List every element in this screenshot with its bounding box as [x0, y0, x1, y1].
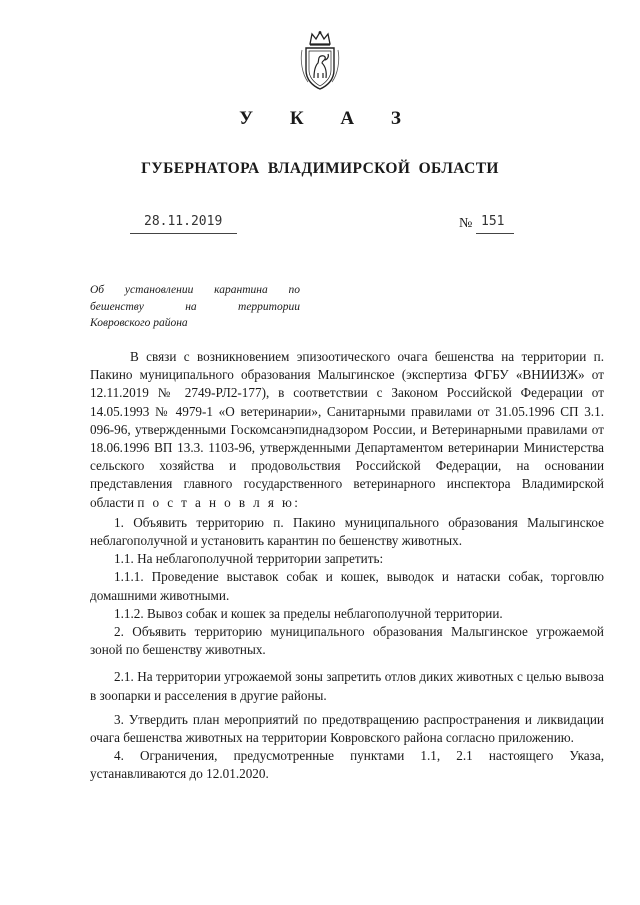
subject-line: бешенству на территории: [90, 300, 300, 313]
document-subtitle: ГУБЕРНАТОРА ВЛАДИМИРСКОЙ ОБЛАСТИ: [141, 160, 499, 177]
preamble-text: В связи с возникновением эпизоотического очага бешенства на территории п. Пакино муниципального образования Малыгинское (экспертиза ФГБУ «ВНИИЗЖ» от 12.11.2019 № 2749-РЛ2-177), в соответствии с Законом Российской Федерации от 14.05.1993 № 4979-1 «О ветеринарии», Санитарными правилами от 31.05.1996 СП 3.1. 096-96, утвержденными Госкомсанэпиднадзором России, и Ветеринарными правилами от 18.06.1996 ВП 13.3. 1103-96, утвержденными Департаментом ветеринарии Министерства сельского хозяйства и продовольствия Российской Федерации, на основании представления главного государственного ветеринарного инспектора Владимирской области: [90, 349, 604, 510]
preamble-paragraph: [90, 348, 604, 512]
number-sign: №: [459, 216, 473, 231]
item-4: 4. Ограничения, предусмотренные пунктами 1.1, 2.1 настоящего Указа, устанавливаются до 12.01.2020.: [90, 748, 604, 782]
item-2: 2. Объявить территорию муниципального образования Малыгинское угрожаемой зоной по бешенству животных.: [90, 624, 604, 658]
decree-word: п о с т а н о в л я ю:: [137, 494, 301, 510]
decree-date: 28.11.2019: [144, 214, 223, 229]
decree-number: 151: [481, 214, 505, 229]
item-3: 3. Утвердить план мероприятий по предотвращению распространения и ликвидации очага бешенства животных на территории Ковровского района согласно приложению.: [90, 711, 604, 746]
item-1-1-2: 1.1.2. Вывоз собак и кошек за пределы неблагополучной территории.: [114, 605, 503, 621]
coat-of-arms-icon: [300, 30, 340, 92]
date-underline: [130, 233, 237, 234]
decree-body: [90, 348, 604, 784]
subject-line: Об установлении карантина по: [90, 284, 300, 296]
number-underline: [476, 233, 514, 234]
item-1-1: 1.1. На неблагополучной территории запретить:: [114, 551, 384, 567]
subject-line: Ковровского района: [90, 317, 188, 329]
item-1-1-1: 1.1.1. Проведение выставок собак и кошек, выводок и натаски собак, торговлю домашними животными.: [90, 569, 604, 603]
document-title: У К А З: [239, 108, 417, 129]
item-2-1: 2.1. На территории угрожаемой зоны запретить отлов диких животных с целью вывоза в зоопарки и расселения в другие районы.: [90, 669, 604, 703]
item-1: 1. Объявить территорию п. Пакино муниципального образования Малыгинское неблагополучной и установить карантин по бешенству животных.: [90, 514, 604, 549]
decree-subject: [90, 282, 300, 332]
